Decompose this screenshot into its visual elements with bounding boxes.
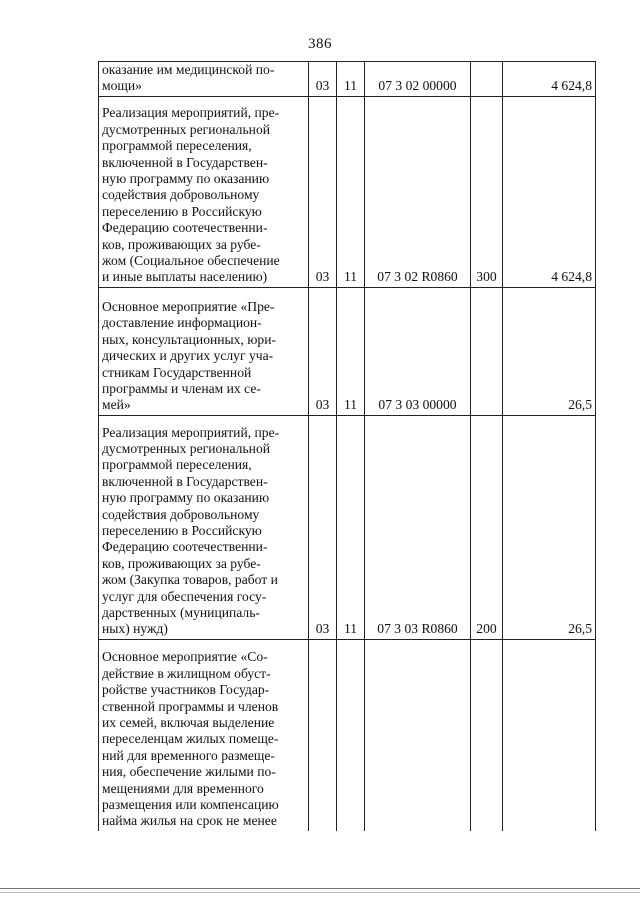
row-amount: 4 624,8 [503, 62, 596, 97]
row-amount [503, 639, 596, 831]
row-section [309, 639, 337, 831]
row-description: оказание им медицинской по- мощи» [99, 62, 309, 97]
page-bottom-rule-shadow [0, 892, 640, 893]
row-description: Реализация мероприятий, пре- дусмотренных региональной программой переселения, включенной в Государствен- ную программу по оказанию содействия добровольному переселению в Российскую Федерацию соотечественни- ков, проживающих за рубе- жом (Социальное обеспечение и иные выплаты населению) [99, 96, 309, 287]
table-row [99, 287, 596, 415]
row-expense-type [471, 287, 503, 415]
row-subsection: 11 [337, 62, 365, 97]
row-expense-type: 300 [471, 96, 503, 287]
row-subsection: 11 [337, 96, 365, 287]
row-amount: 26,5 [503, 415, 596, 639]
table-row [99, 62, 596, 97]
row-section: 03 [309, 415, 337, 639]
row-amount: 4 624,8 [503, 96, 596, 287]
row-subsection: 11 [337, 287, 365, 415]
row-description: Реализация мероприятий, пре- дусмотренных региональной программой переселения, включенной в Государствен- ную программу по оказанию содействия добровольному переселению в Российскую Федерацию соотечественни- ков, проживающих за рубе- жом (Закупка товаров, работ и услуг для обеспечения госу- дарственных (муниципаль- ных) нужд) [99, 415, 309, 639]
row-expense-type [471, 62, 503, 97]
row-section: 03 [309, 287, 337, 415]
row-target-code [365, 639, 471, 831]
row-description: Основное мероприятие «Со- действие в жилищном обуст- ройстве участников Государ- ственной программы и членов их семей, включая выделение переселенцам жилых помеще- ний для временного размеще- ния, обеспечение жилыми по- мещениями для временного размещения или компенсацию найма жилья на срок не менее [99, 639, 309, 831]
page-number: 386 [308, 36, 332, 52]
row-expense-type: 200 [471, 415, 503, 639]
row-subsection: 11 [337, 415, 365, 639]
budget-table [98, 61, 596, 831]
row-target-code: 07 3 02 R0860 [365, 96, 471, 287]
page-bottom-rule [0, 888, 640, 889]
row-expense-type [471, 639, 503, 831]
table-row [99, 639, 596, 831]
row-target-code: 07 3 03 R0860 [365, 415, 471, 639]
row-description: Основное мероприятие «Пре- доставление информацион- ных, консультационных, юри- дических и других услуг уча- стникам Государственной программы и членам их се- мей» [99, 287, 309, 415]
table-row [99, 96, 596, 287]
row-target-code: 07 3 03 00000 [365, 287, 471, 415]
row-section: 03 [309, 96, 337, 287]
row-amount: 26,5 [503, 287, 596, 415]
row-target-code: 07 3 02 00000 [365, 62, 471, 97]
row-section: 03 [309, 62, 337, 97]
table-row [99, 415, 596, 639]
row-subsection [337, 639, 365, 831]
